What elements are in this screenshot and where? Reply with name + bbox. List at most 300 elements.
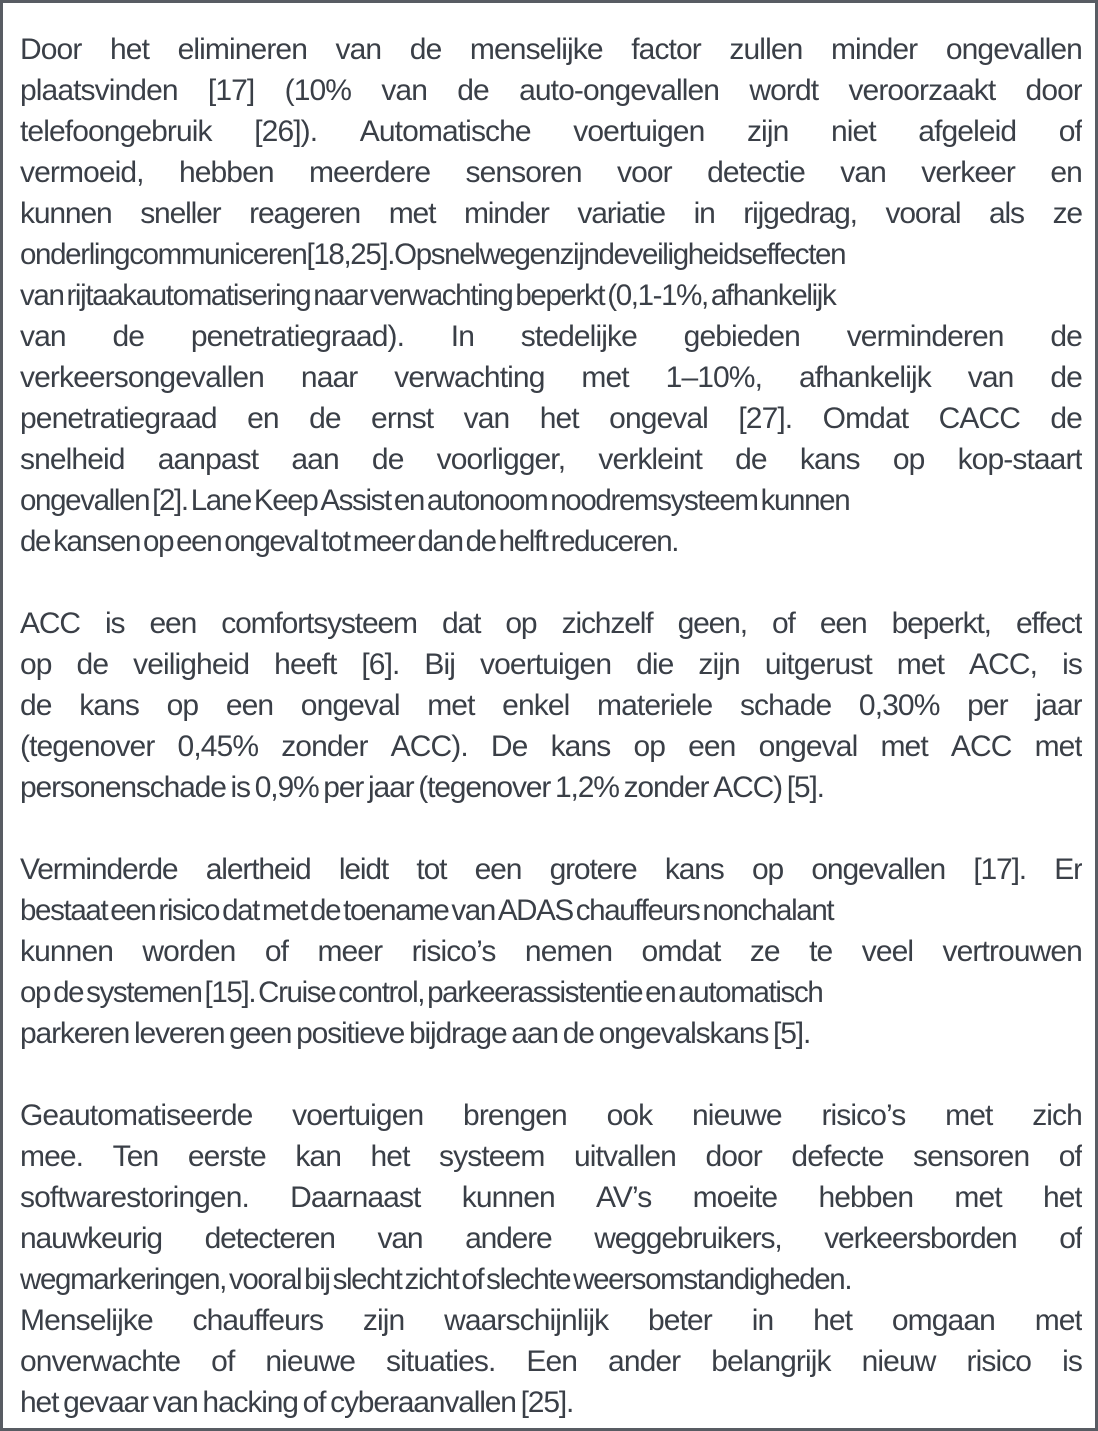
- word: van: [377, 1222, 423, 1255]
- word: 0,45%: [177, 730, 259, 763]
- paragraph: [20, 603, 1086, 808]
- word: Omdat: [822, 402, 909, 435]
- word: belangrijk: [711, 1345, 831, 1378]
- word: waarschijnlijk: [444, 1304, 609, 1337]
- word: per: [967, 689, 1008, 722]
- word: ongeval: [224, 525, 319, 558]
- text-line: [20, 1095, 1082, 1136]
- word: mee.: [20, 1140, 84, 1173]
- word: het: [813, 1304, 853, 1337]
- word: Assist: [320, 484, 391, 517]
- word: ze: [1052, 197, 1082, 230]
- text-line: [20, 1218, 1082, 1259]
- word: verminderen: [846, 320, 1004, 353]
- word: Daarnaast: [290, 1181, 421, 1214]
- word: het: [539, 402, 579, 435]
- text-line: [20, 275, 1082, 316]
- text-line: [20, 1136, 1082, 1177]
- word: automatisch: [678, 976, 823, 1009]
- word: op: [505, 607, 537, 640]
- word: hebben: [818, 1181, 914, 1214]
- word: zijn: [746, 115, 789, 148]
- word: reduceren.: [550, 525, 679, 558]
- word: van: [152, 1386, 198, 1419]
- word: de: [465, 525, 496, 558]
- text-line: [20, 111, 1082, 152]
- text-line: [20, 1177, 1082, 1218]
- word: vooral: [885, 197, 961, 230]
- word: defecte: [791, 1140, 884, 1173]
- word: kans: [799, 443, 860, 476]
- word: voertuigen: [480, 648, 612, 681]
- word: tot: [416, 853, 447, 886]
- word: van: [451, 894, 495, 927]
- word: hebben: [178, 156, 274, 189]
- word: bij: [304, 1263, 330, 1296]
- word: Menselijke: [20, 1304, 153, 1337]
- word: slecht: [332, 1263, 402, 1296]
- word: Lane: [190, 484, 251, 517]
- word: uitvallen: [573, 1140, 676, 1173]
- word: comfortsysteem: [221, 607, 417, 640]
- word: risico’s: [411, 935, 496, 968]
- word: ADAS: [497, 894, 573, 927]
- word: vooral: [228, 1263, 302, 1296]
- word: kansen: [53, 525, 141, 558]
- word: jaar: [1035, 689, 1082, 722]
- word: bijdrage: [408, 1017, 507, 1050]
- word: Cruise: [258, 976, 336, 1009]
- word: De: [490, 730, 528, 763]
- word: op: [20, 648, 52, 681]
- text-line: [20, 357, 1082, 398]
- word: Door: [20, 33, 82, 66]
- word: detectie: [707, 156, 805, 189]
- word: hacking: [202, 1386, 298, 1419]
- word: en: [1050, 156, 1082, 189]
- word: effect: [1015, 607, 1082, 640]
- word: de: [309, 402, 341, 435]
- word: te: [809, 935, 833, 968]
- word: per: [323, 771, 364, 804]
- word: gebieden: [683, 320, 800, 353]
- word: meerdere: [308, 156, 431, 189]
- word: kunnen: [461, 1181, 555, 1214]
- word: [27].: [738, 402, 793, 435]
- word: naar: [313, 279, 367, 312]
- word: met: [427, 689, 475, 722]
- word: van: [381, 74, 427, 107]
- word: nieuwe: [692, 1099, 782, 1132]
- word: met: [945, 1099, 993, 1132]
- text-line: [20, 234, 1082, 275]
- word: chauffeurs: [575, 894, 700, 927]
- word: Keep: [253, 484, 318, 517]
- text-line: [20, 603, 1082, 644]
- word: dan: [417, 525, 463, 558]
- word: voor: [617, 156, 672, 189]
- text-line: [20, 398, 1082, 439]
- word: op: [143, 525, 174, 558]
- word: op: [20, 976, 51, 1009]
- word: zich: [1032, 1099, 1082, 1132]
- word: eerste: [187, 1140, 266, 1173]
- word: afhankelijk: [798, 361, 931, 394]
- word: detecteren: [204, 1222, 335, 1255]
- word: kunnen: [20, 197, 112, 230]
- word: dat: [222, 894, 260, 927]
- word: (0,1-1%,: [607, 279, 708, 312]
- word: risico’s: [821, 1099, 906, 1132]
- word: rijgedrag,: [743, 197, 857, 230]
- word: de: [20, 689, 52, 722]
- word: onderlingcommuniceren[18,25].Opsnelwegenzijndeveiligheidseffecten: [20, 238, 846, 271]
- word: tot: [321, 525, 350, 558]
- word: de: [409, 33, 442, 66]
- word: [17]: [207, 74, 255, 107]
- word: (tegenover: [20, 730, 155, 763]
- document-text-body: [20, 29, 1086, 1423]
- text-line: [20, 849, 1082, 890]
- word: Bij: [424, 648, 456, 681]
- word: verwachting: [394, 361, 545, 394]
- word: of: [1058, 115, 1082, 148]
- word: control,: [338, 976, 425, 1009]
- word: de: [20, 525, 51, 558]
- word: [17].: [973, 853, 1026, 886]
- text-line: [20, 439, 1082, 480]
- word: verkeersborden: [824, 1222, 1017, 1255]
- word: een: [688, 730, 736, 763]
- word: van: [335, 33, 382, 66]
- word: weggebruikers,: [594, 1222, 782, 1255]
- word: factor: [631, 33, 701, 66]
- word: verkeer: [921, 156, 1015, 189]
- word: de: [735, 443, 767, 476]
- word: een: [819, 607, 867, 640]
- word: ongevallen: [20, 484, 150, 517]
- word: verwachting: [369, 279, 513, 312]
- word: slechte: [486, 1263, 571, 1296]
- word: personenschade: [20, 771, 226, 804]
- word: penetratiegraad: [20, 402, 217, 435]
- word: is: [105, 607, 125, 640]
- word: veiligheid: [133, 648, 250, 681]
- word: heeft: [274, 648, 337, 681]
- word: penetratiegraad).: [190, 320, 404, 353]
- word: door: [1025, 74, 1082, 107]
- word: ze: [749, 935, 780, 968]
- word: risico: [158, 894, 220, 927]
- word: weersomstandigheden.: [573, 1263, 852, 1296]
- word: is: [230, 771, 250, 804]
- word: de: [76, 648, 109, 681]
- word: minder: [830, 33, 918, 66]
- word: noodremsysteem: [550, 484, 758, 517]
- word: schade: [739, 689, 832, 722]
- word: 0,9%: [254, 771, 319, 804]
- word: elimineren: [177, 33, 307, 66]
- text-line: [20, 1300, 1082, 1341]
- word: als: [989, 197, 1024, 230]
- word: de: [112, 320, 145, 353]
- word: afhankelijk: [710, 279, 836, 312]
- word: geen,: [677, 607, 747, 640]
- word: Geautomatiseerde: [20, 1099, 253, 1132]
- word: kan: [295, 1140, 341, 1173]
- word: aan: [511, 1017, 558, 1050]
- word: het: [20, 1386, 59, 1419]
- word: op: [166, 689, 199, 722]
- word: snelheid: [20, 443, 125, 476]
- word: minder: [463, 197, 549, 230]
- word: AV’s: [596, 1181, 652, 1214]
- word: aanpast: [157, 443, 259, 476]
- text-line: [20, 1382, 1082, 1423]
- word: stedelijke: [520, 320, 637, 353]
- word: situaties.: [386, 1345, 496, 1378]
- word: ongeval: [300, 689, 400, 722]
- text-line: [20, 685, 1082, 726]
- word: de: [310, 894, 341, 927]
- word: de: [1050, 320, 1082, 353]
- word: geen: [229, 1017, 292, 1050]
- word: menselijke: [469, 33, 603, 66]
- word: reageren: [249, 197, 361, 230]
- word: nonchalant: [702, 894, 834, 927]
- word: ACC,: [969, 648, 1038, 681]
- word: kans: [79, 689, 139, 722]
- word: leidt: [338, 853, 389, 886]
- word: van: [967, 361, 1014, 394]
- word: beter: [648, 1304, 712, 1337]
- word: Er: [1054, 853, 1082, 886]
- paragraph: [20, 29, 1086, 562]
- text-line: [20, 767, 1082, 808]
- word: (10%: [284, 74, 352, 107]
- word: bestaat: [20, 894, 108, 927]
- word: naar: [300, 361, 358, 394]
- word: leveren: [134, 1017, 225, 1050]
- word: brengen: [463, 1099, 567, 1132]
- word: zichzelf: [561, 607, 653, 640]
- word: nemen: [524, 935, 613, 968]
- word: ACC: [20, 607, 80, 640]
- word: sensoren: [465, 156, 582, 189]
- word: ongevallen: [945, 33, 1082, 66]
- word: op: [633, 730, 666, 763]
- word: van: [463, 402, 510, 435]
- word: is: [1062, 648, 1082, 681]
- word: [5].: [773, 1017, 811, 1050]
- word: [25].: [520, 1386, 574, 1419]
- word: voertuigen: [292, 1099, 424, 1132]
- word: met: [581, 361, 629, 394]
- word: op: [892, 443, 925, 476]
- word: 0,30%: [858, 689, 940, 722]
- word: veroorzaakt: [848, 74, 996, 107]
- text-line: [20, 480, 1082, 521]
- word: de: [53, 976, 84, 1009]
- text-line: [20, 726, 1082, 767]
- text-line: [20, 1259, 1082, 1300]
- word: of: [772, 607, 795, 640]
- word: meer: [317, 935, 383, 968]
- word: telefoongebruik: [20, 115, 212, 148]
- word: of: [1058, 1140, 1082, 1173]
- word: andere: [465, 1222, 552, 1255]
- word: variatie: [577, 197, 665, 230]
- word: Verminderde: [20, 853, 178, 886]
- word: beperkt,: [891, 607, 991, 640]
- word: ongevalskans: [598, 1017, 769, 1050]
- word: ander: [608, 1345, 681, 1378]
- word: met: [954, 1181, 1002, 1214]
- word: met: [1034, 730, 1082, 763]
- word: In: [450, 320, 475, 353]
- word: zonder: [623, 771, 709, 804]
- word: van: [20, 320, 66, 353]
- word: met: [388, 197, 436, 230]
- word: cyberaanvallen: [330, 1386, 516, 1419]
- word: zijn: [698, 648, 740, 681]
- word: nauwkeurig: [20, 1222, 162, 1255]
- word: Een: [526, 1345, 578, 1378]
- word: [26]).: [254, 115, 318, 148]
- word: veel: [861, 935, 914, 968]
- word: of: [1059, 1222, 1082, 1255]
- word: of: [461, 1263, 484, 1296]
- word: autonoom: [426, 484, 548, 517]
- word: zicht: [404, 1263, 459, 1296]
- word: de: [1050, 402, 1082, 435]
- word: omdat: [641, 935, 721, 968]
- word: materiele: [597, 689, 713, 722]
- word: door: [705, 1140, 762, 1173]
- word: vermoeid,: [20, 156, 144, 189]
- word: de: [457, 74, 489, 107]
- word: ernst: [371, 402, 434, 435]
- paragraph: [20, 1095, 1086, 1423]
- word: met: [896, 648, 945, 681]
- word: beperkt: [515, 279, 605, 312]
- word: omgaan: [891, 1304, 995, 1337]
- text-line: [20, 644, 1082, 685]
- word: sensoren: [913, 1140, 1030, 1173]
- text-line: [20, 316, 1082, 357]
- word: en: [247, 402, 279, 435]
- word: met: [261, 894, 308, 927]
- word: de: [562, 1017, 594, 1050]
- word: zonder: [281, 730, 368, 763]
- text-line: [20, 521, 1082, 562]
- word: het: [1042, 1181, 1082, 1214]
- word: of: [264, 935, 289, 968]
- word: enkel: [502, 689, 570, 722]
- word: plaatsvinden: [20, 74, 178, 107]
- word: van: [20, 279, 64, 312]
- word: de: [371, 443, 404, 476]
- word: verkeersongevallen: [20, 361, 264, 394]
- word: met: [1034, 1304, 1082, 1337]
- word: of: [302, 1386, 326, 1419]
- word: in: [693, 197, 715, 230]
- word: wegmarkeringen,: [20, 1263, 227, 1296]
- word: ongeval: [758, 730, 858, 763]
- word: in: [751, 1304, 774, 1337]
- word: ACC): [713, 771, 782, 804]
- word: rijtaakautomatisering: [66, 279, 311, 312]
- word: het: [370, 1140, 410, 1173]
- word: het: [110, 33, 150, 66]
- word: worden: [142, 935, 236, 968]
- word: vertrouwen: [942, 935, 1082, 968]
- word: parkeerassistentie: [427, 976, 643, 1009]
- word: Ten: [112, 1140, 159, 1173]
- word: toename: [343, 894, 449, 927]
- word: softwarestoringen.: [20, 1181, 249, 1214]
- text-line: [20, 890, 1082, 931]
- word: auto-ongevallen: [519, 74, 720, 107]
- text-line: [20, 931, 1082, 972]
- text-line: [20, 152, 1082, 193]
- word: systemen: [86, 976, 202, 1009]
- word: afgeleid: [918, 115, 1017, 148]
- word: en: [645, 976, 676, 1009]
- word: 1,2%: [554, 771, 619, 804]
- word: ook: [606, 1099, 653, 1132]
- word: ongevallen: [811, 853, 945, 886]
- word: kop-staart: [957, 443, 1082, 476]
- word: meer: [352, 525, 415, 558]
- word: van: [840, 156, 886, 189]
- paragraph: [20, 849, 1086, 1054]
- word: niet: [830, 115, 876, 148]
- word: nieuw: [861, 1345, 936, 1378]
- word: CACC: [938, 402, 1020, 435]
- word: een: [149, 607, 197, 640]
- word: is: [1062, 1345, 1082, 1378]
- word: dat: [442, 607, 481, 640]
- word: die: [636, 648, 674, 681]
- word: kans: [664, 853, 724, 886]
- word: (tegenover: [418, 771, 551, 804]
- word: [5].: [786, 771, 824, 804]
- word: positieve: [296, 1017, 405, 1050]
- word: helft: [498, 525, 548, 558]
- text-line: [20, 1013, 1082, 1054]
- word: verkleint: [598, 443, 702, 476]
- word: en: [393, 484, 424, 517]
- word: zijn: [362, 1304, 405, 1337]
- word: parkeren: [20, 1017, 130, 1050]
- word: [2].: [152, 484, 188, 517]
- text-line: [20, 1341, 1082, 1382]
- word: aan: [291, 443, 339, 476]
- word: gevaar: [63, 1386, 148, 1419]
- word: een: [176, 525, 222, 558]
- word: een: [225, 689, 274, 722]
- text-line: [20, 29, 1082, 70]
- text-line: [20, 972, 1082, 1013]
- word: een: [474, 853, 522, 886]
- word: sneller: [140, 197, 221, 230]
- word: systeem: [439, 1140, 545, 1173]
- word: ongeval: [609, 402, 708, 435]
- word: wordt: [749, 74, 819, 107]
- word: zullen: [729, 33, 803, 66]
- word: voertuigen: [573, 115, 705, 148]
